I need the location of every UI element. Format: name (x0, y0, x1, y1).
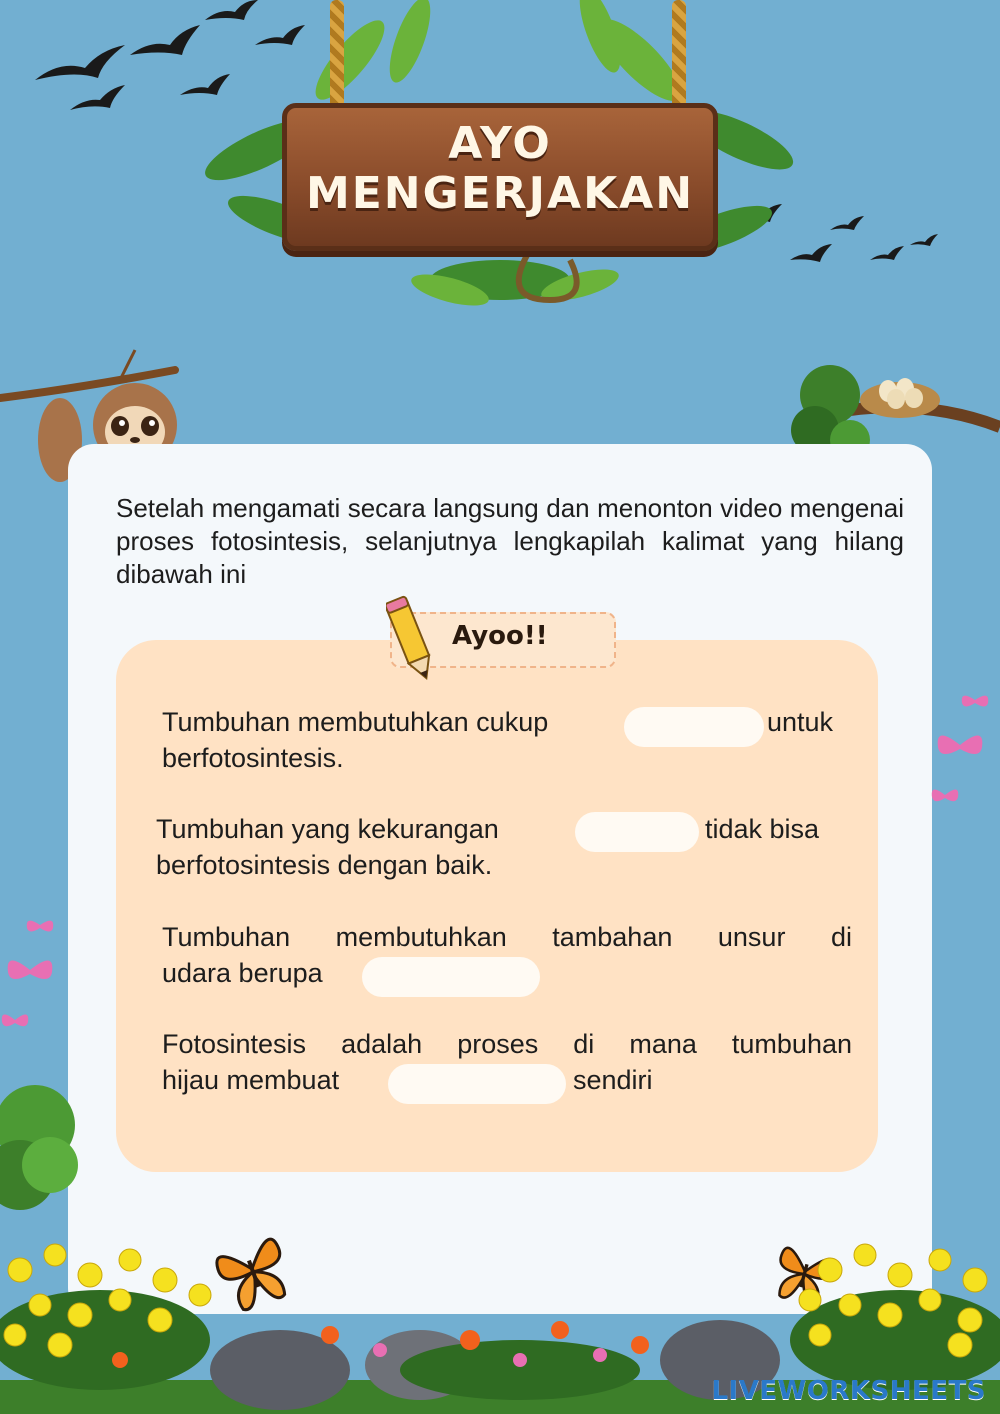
answer-input-1[interactable] (624, 707, 764, 747)
question-3-before: udara berupa (162, 958, 323, 988)
question-1-before: Tumbuhan membutuhkan cukup (162, 707, 549, 737)
bush-illustration (0, 1075, 80, 1215)
watermark-logo: LIVEWORKSHEETS (711, 1376, 986, 1406)
question-2-line2: berfotosintesis dengan baik. (156, 850, 493, 880)
question-4-before: hijau membuat (162, 1065, 340, 1095)
pink-butterflies-left (0, 910, 70, 1050)
question-2 (156, 811, 846, 883)
question-1-after: untuk (767, 707, 834, 737)
question-4-line1: Fotosintesis adalah proses di mana tumbuhan (162, 1029, 852, 1059)
question-3-line1: Tumbuhan membutuhkan tambahan unsur di (162, 922, 852, 952)
answer-input-4[interactable] (388, 1064, 566, 1104)
title-line-2: MENGERJAKAN (305, 168, 695, 219)
answer-input-3[interactable] (362, 957, 540, 997)
badge-label: Ayoo!! (452, 621, 548, 651)
page-title (282, 119, 718, 219)
pink-butterflies-right (925, 685, 1000, 815)
pencil-icon (386, 595, 436, 685)
title-line-1: AYO (448, 118, 552, 169)
question-1-line2: berfotosintesis. (162, 743, 344, 773)
question-2-before: Tumbuhan yang kekurangan (156, 814, 499, 844)
question-2-after: tidak bisa (705, 814, 820, 844)
answer-input-2[interactable] (575, 812, 699, 852)
question-4-after: sendiri (573, 1065, 653, 1095)
instruction-text: Setelah mengamati secara langsung dan menonton video mengenai proses fotosintesis, selanjutnya lengkapilah kalimat yang hilang dibawah ini (116, 493, 904, 589)
